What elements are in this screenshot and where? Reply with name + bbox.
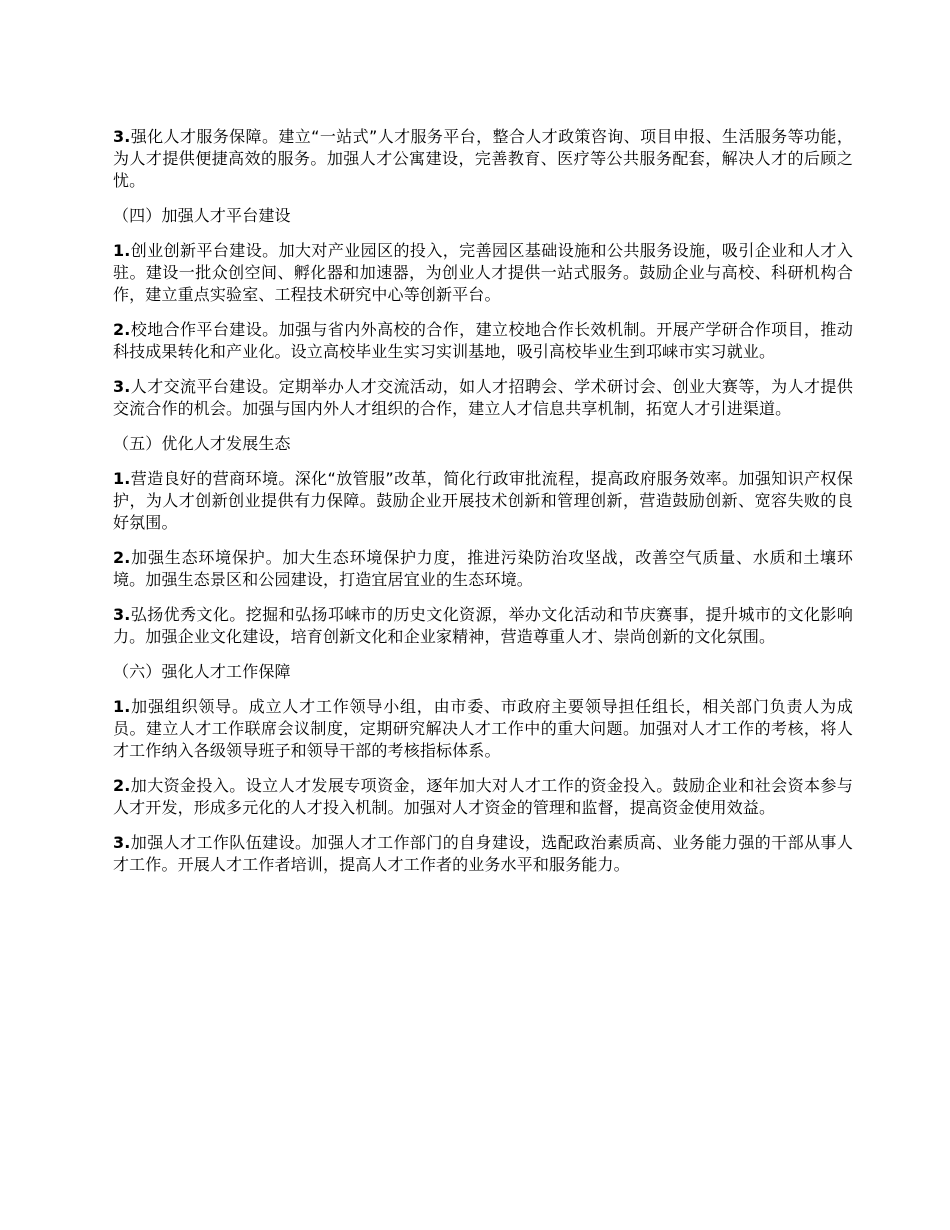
item-number: 2. <box>113 776 131 795</box>
item-number: 1. <box>113 697 131 716</box>
paragraph-text: 加强人才工作队伍建设。加强人才工作部门的自身建设，选配政治素质高、业务能力强的干部从事人才工作。开展人才工作者培训，提高人才工作者的业务水平和服务能力。 <box>113 833 853 874</box>
paragraph-organization-leadership <box>113 696 853 762</box>
item-number: 2. <box>113 548 131 567</box>
item-number: 3. <box>113 377 131 396</box>
paragraph-text: 加强生态环境保护。加大生态环境保护力度，推进污染防治攻坚战，改善空气质量、水质和土壤环境。加强生态景区和公园建设，打造宜居宜业的生态环境。 <box>113 548 853 589</box>
paragraph-innovation-platform <box>113 240 853 306</box>
item-number: 3. <box>113 833 131 852</box>
item-number: 3. <box>113 127 131 146</box>
item-number: 1. <box>113 241 131 260</box>
paragraph-text: 加强组织领导。成立人才工作领导小组，由市委、市政府主要领导担任组长，相关部门负责人为成员。建立人才工作联席会议制度，定期研究解决人才工作中的重大问题。加强对人才工作的考核，将人才工作纳入各级领导班子和领导干部的考核指标体系。 <box>113 697 853 760</box>
paragraph-environment-protection <box>113 547 853 591</box>
paragraph-text: 校地合作平台建设。加强与省内外高校的合作，建立校地合作长效机制。开展产学研合作项目，推动科技成果转化和产业化。设立高校毕业生实习实训基地，吸引高校毕业生到邛崃市实习就业。 <box>113 320 853 361</box>
section-heading-platform: （四）加强人才平台建设 <box>113 206 291 225</box>
paragraph-text: 人才交流平台建设。定期举办人才交流活动，如人才招聘会、学术研讨会、创业大赛等，为人才提供交流合作的机会。加强与国内外人才组织的合作，建立人才信息共享机制，拓宽人才引进渠道。 <box>113 377 853 418</box>
paragraph-culture <box>113 604 853 648</box>
paragraph-school-cooperation <box>113 319 853 363</box>
item-number: 1. <box>113 469 131 488</box>
paragraph-talent-service <box>113 126 853 192</box>
item-number: 3. <box>113 605 131 624</box>
section-heading-ecology: （五）优化人才发展生态 <box>113 434 291 453</box>
paragraph-text: 营造良好的营商环境。深化“放管服”改革，简化行政审批流程，提高政府服务效率。加强知识产权保护，为人才创新创业提供有力保障。鼓励企业开展技术创新和管理创新，营造鼓励创新、宽容失败的良好氛围。 <box>113 469 853 532</box>
paragraph-business-environment <box>113 468 853 534</box>
paragraph-text: 强化人才服务保障。建立“一站式”人才服务平台，整合人才政策咨询、项目申报、生活服务等功能，为人才提供便捷高效的服务。加强人才公寓建设，完善教育、医疗等公共服务配套，解决人才的后顾之忧。 <box>113 127 853 190</box>
document-page <box>113 126 853 889</box>
paragraph-funding <box>113 775 853 819</box>
paragraph-text: 弘扬优秀文化。挖掘和弘扬邛崃市的历史文化资源，举办文化活动和节庆赛事，提升城市的文化影响力。加强企业文化建设，培育创新文化和企业家精神，营造尊重人才、崇尚创新的文化氛围。 <box>113 605 853 646</box>
section-heading-guarantee: （六）强化人才工作保障 <box>113 662 291 681</box>
paragraph-team-building <box>113 832 853 876</box>
paragraph-text: 创业创新平台建设。加大对产业园区的投入，完善园区基础设施和公共服务设施，吸引企业和人才入驻。建设一批众创空间、孵化器和加速器，为创业人才提供一站式服务。鼓励企业与高校、科研机构合作，建立重点实验室、工程技术研究中心等创新平台。 <box>113 241 853 304</box>
paragraph-text: 加大资金投入。设立人才发展专项资金，逐年加大对人才工作的资金投入。鼓励企业和社会资本参与人才开发，形成多元化的人才投入机制。加强对人才资金的管理和监督，提高资金使用效益。 <box>113 776 853 817</box>
item-number: 2. <box>113 320 131 339</box>
paragraph-talent-exchange <box>113 376 853 420</box>
